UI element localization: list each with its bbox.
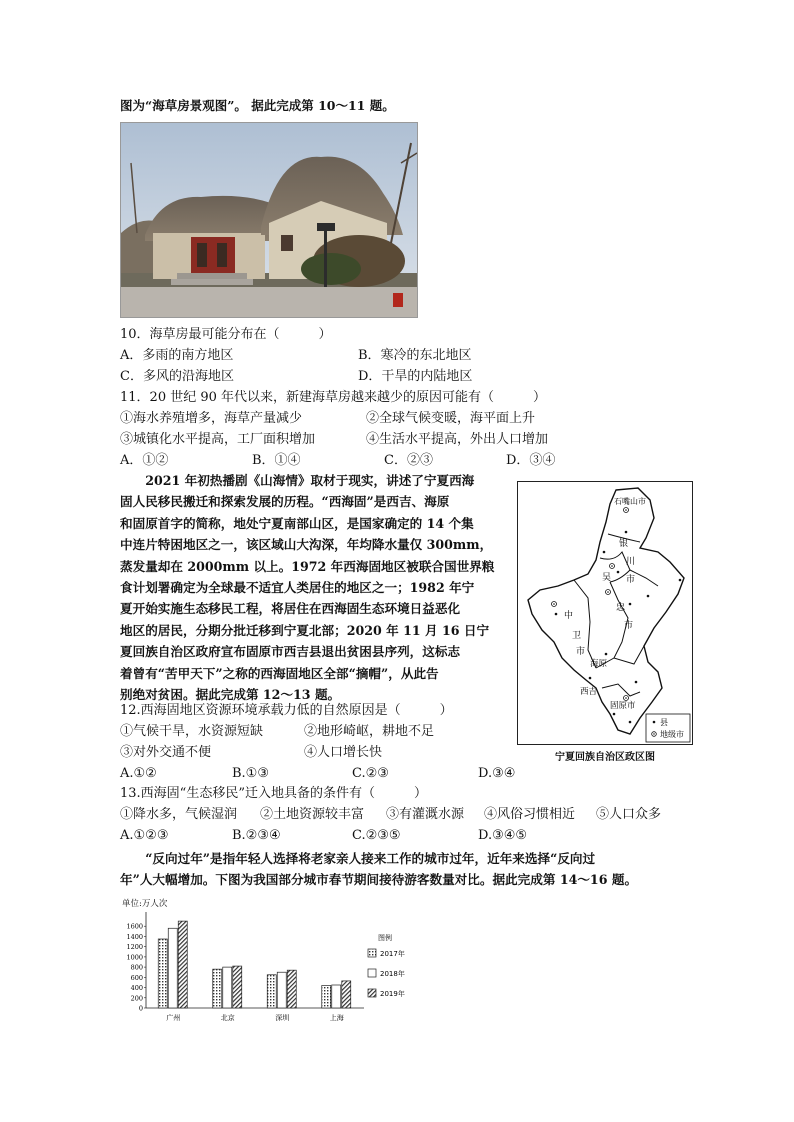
q12-stem: 12.西海固地区资源环境承载力低的自然原因是（ ） [120,703,453,718]
chart-bar [267,975,276,1008]
q11-statement-2: ②全球气候变暖，海平面上升 [366,411,536,426]
chart-bar [168,928,177,1008]
passage-line: 蒸发量却在 2000mm 以上。1972 年西海固地区被联合国世界粮 [120,558,495,574]
chart-bar [332,985,341,1008]
q12-statement-4: ④人口增长快 [304,745,383,760]
q11-statement-3: ③城镇化水平提高，工厂面积增加 [120,432,316,447]
chart-y-tick-label: 1200 [126,943,143,952]
q13-statement-4: ④风俗习惯相近 [484,807,576,822]
map-label-shi-1: 市 [626,575,636,585]
chart-y-tick-label: 1000 [126,953,143,962]
chart-bar [277,972,286,1008]
chart-category-label: 上海 [329,1014,344,1022]
chart-y-tick-label: 800 [130,963,143,972]
map-legend-county-marker [653,721,656,724]
chart-bar [158,939,167,1008]
map-label-zhong-city: 忠 [616,603,626,613]
chart-ylabel: 单位:万人次 [122,899,168,909]
passage-line: 2021 年初热播剧《山海情》取材于现实，讲述了宁夏西海 [120,473,475,488]
map-label-yin: 银 [619,539,629,549]
passage-line: 食计划署确定为全球最不适宜人类居住的地区之一；1982 年宁 [120,579,475,595]
chart-legend-label: 2018年 [380,970,405,978]
q12-statement-1: ①气候干旱，水资源短缺 [120,724,264,739]
q12-option-c: C.②③ [352,766,389,781]
chart-legend-swatch [368,989,376,997]
q12-statement-2: ②地形崎岖，耕地不足 [304,724,435,739]
q13-statement-5: ⑤人口众多 [596,807,662,822]
passage-shanhaiqing [120,470,512,705]
q13-statement-1: ①降水多，气候湿润 [120,807,238,822]
q11-option-a: A．①② [120,453,169,468]
chart-bar [223,967,232,1008]
map-label-chuan: 川 [626,557,636,567]
chart-bar [178,921,187,1008]
intro-text: 图为“海草房景观图”。 据此完成第 10～11 题。 [120,98,395,113]
passage-line: 中连片特困地区之一，该区域山大沟深，年均降水量仅 300mm， [120,537,493,553]
passage-line: 别绝对贫困。据此完成第 12～13 题。 [120,686,341,702]
q10-option-c: C．多风的沿海地区 [120,369,234,384]
q13-stem: 13.西海固“生态移民”迁入地具备的条件有（ ） [120,786,427,801]
passage-line: 固人民移民搬迁和探索发展的历程。“西海固”是西吉、海原 [120,494,450,510]
map-label-shi-3: 市 [576,647,586,657]
q11-option-b: B．①④ [252,453,301,468]
seaweed-house-photo [120,122,418,318]
chart-bar [233,966,242,1008]
visitor-bar-chart [120,906,430,1028]
chart-bar [213,969,222,1008]
chart-category-label: 北京 [220,1014,235,1022]
q12-option-d: D.③④ [478,766,516,781]
chart-legend-swatch [368,949,376,957]
passage-line: 和固原首字的简称，地处宁夏南部山区，是国家确定的 14 个集 [120,515,474,531]
passage-reverse-new-year [120,848,680,890]
ningxia-map [517,481,693,745]
map-label-shi-2: 市 [624,621,634,631]
passage2-line: “反向过年”是指年轻人选择将老家亲人接来工作的城市过年，近年来选择“反向过 [120,851,596,866]
chart-legend-swatch [368,969,376,977]
chart-bar [287,970,296,1008]
q10-option-d: D．干旱的内陆地区 [358,369,473,384]
chart-bar [322,986,331,1008]
q13-option-b: B.②③④ [232,828,281,843]
q11-stem: 11．20 世纪 90 年代以来，新建海草房越来越少的原因可能有（ ） [120,390,547,405]
map-label-xiji: 西吉 [580,687,598,697]
ningxia-map-svg [518,482,692,744]
seaweed-house-illustration [121,123,417,317]
passage-line: 夏开始实施生态移民工程，将居住在西海固生态环境日益恶化 [120,601,461,617]
q12-option-a: A.①② [120,766,157,781]
passage2-line: 年”人大幅增加。下图为我国部分城市春节期间接待游客数量对比。据此完成第 14～16 题。 [120,872,638,887]
chart-y-tick-label: 600 [130,973,143,982]
q11-statement-4: ④生活水平提高，外出人口增加 [366,432,549,447]
map-label-guyuan: 固原市 [610,701,636,711]
chart-legend-label: 2017年 [380,950,405,958]
passage-line: 夏回族自治区政府宣布固原市西吉县退出贫困县序列，这标志 [120,644,461,660]
chart-y-tick-label: 0 [138,1004,143,1013]
map-label-haiyuan: 海原 [590,659,608,669]
q12-statement-3: ③对外交通不便 [120,745,212,760]
q13-option-d: D.③④⑤ [478,828,528,843]
q13-statement-3: ③有灌溉水源 [386,807,465,822]
q11-option-c: C．②③ [384,453,433,468]
map-legend-city: 地级市 [660,730,684,739]
map-label-wu: 吴 [602,573,612,583]
q10-stem: 10．海草房最可能分布在（ ） [120,327,332,342]
map-label-shizuishan: 石嘴山市 [614,497,646,506]
ningxia-outline [528,488,684,734]
chart-y-tick-label: 1600 [126,922,143,931]
q13-statement-2: ②土地资源较丰富 [260,807,365,822]
passage-line: 地区的居民，分期分批迁移到宁夏北部；2020 年 11 月 16 日宁 [120,622,490,638]
passage-line: 着曾有“苦甲天下”之称的西海固地区全部“摘帽”，从此告 [120,665,439,681]
map-label-zhong: 中 [564,611,574,621]
chart-legend-title: 图例 [378,934,392,942]
chart-category-label: 深圳 [275,1014,290,1022]
q10-option-b: B．寒冷的东北地区 [358,348,472,363]
chart-y-tick-label: 1400 [126,932,143,941]
q11-option-d: D．③④ [506,453,556,468]
q12-option-b: B.①③ [232,766,269,781]
map-label-wei: 卫 [572,631,582,641]
q11-statement-1: ①海水养殖增多，海草产量减少 [120,411,303,426]
q13-option-c: C.②③⑤ [352,828,401,843]
q13-option-a: A.①②③ [120,828,169,843]
map-legend-county: 县 [660,718,668,727]
chart-category-label: 广州 [166,1014,181,1022]
chart-legend-label: 2019年 [380,990,405,998]
chart-y-tick-label: 400 [130,984,143,993]
map-caption: 宁夏回族自治区政区图 [555,752,655,763]
chart-y-tick-label: 200 [130,994,143,1003]
chart-bar [342,981,351,1008]
q10-option-a: A．多雨的南方地区 [120,348,234,363]
